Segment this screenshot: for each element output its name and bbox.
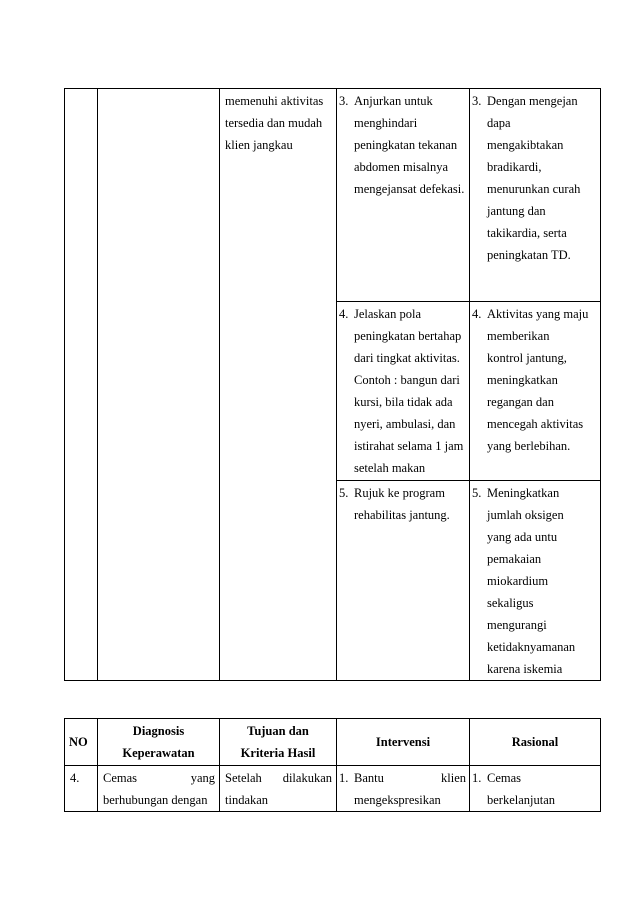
rasional-line: mengurangi <box>487 618 547 632</box>
no-cell <box>65 89 98 681</box>
intervensi-line: mengejansat defekasi. <box>354 182 465 196</box>
header-tujuan-line: Tujuan dan <box>247 724 309 738</box>
intervensi-line: Rujuk ke program <box>354 486 445 500</box>
intervensi-line: Jelaskan pola <box>354 307 421 321</box>
rasional-item-4 <box>470 302 600 457</box>
intervensi-cell <box>337 481 470 681</box>
rasional-line: peningkatan TD. <box>487 248 571 262</box>
intervensi-line: setelah makan <box>354 461 426 475</box>
row4-diagnosis-cell <box>98 766 220 812</box>
rasional-cell <box>470 302 601 481</box>
care-plan-table-continued <box>64 88 601 681</box>
rasional-line: berkelanjutan <box>487 793 556 807</box>
rasional-line: Dengan mengejan <box>487 94 578 108</box>
rasional-item-1 <box>470 766 600 811</box>
tujuan-line: memenuhi aktivitas <box>225 94 324 108</box>
header-no: NO <box>65 719 98 766</box>
rasional-line: bradikardi, <box>487 160 542 174</box>
header-rasional: Rasional <box>470 719 601 766</box>
intervensi-item-1 <box>337 766 469 811</box>
rasional-line: menurunkan curah <box>487 182 581 196</box>
rasional-line: dapa <box>487 116 511 130</box>
intervensi-line: peningkatan tekanan <box>354 138 458 152</box>
tujuan-line: tersedia dan mudah <box>225 116 323 130</box>
item-number: 3. <box>472 94 482 108</box>
row4-rasional-cell <box>470 766 601 812</box>
intervensi-line: Contoh : bangun dari <box>354 373 460 387</box>
rasional-line: yang berlebihan. <box>487 439 571 453</box>
rasional-line: memberikan <box>487 329 550 343</box>
tujuan-line: tindakan <box>225 793 269 807</box>
intervensi-line: dari tingkat aktivitas. <box>354 351 460 365</box>
item-number: 1. <box>339 771 349 785</box>
item-number: 4. <box>472 307 482 321</box>
tujuan-line: klien jangkau <box>225 138 293 152</box>
rasional-line: mengakibtakan <box>487 138 564 152</box>
intervensi-cell <box>337 89 470 302</box>
rasional-line: sekaligus <box>487 596 534 610</box>
intervensi-line: nyeri, ambulasi, dan <box>354 417 456 431</box>
rasional-line: pemakaian <box>487 552 542 566</box>
diagnosis-line: berhubungan dengan <box>103 793 208 807</box>
rasional-line: miokardium <box>487 574 549 588</box>
intervensi-line: istirahat selama 1 jam <box>354 439 464 453</box>
header-tujuan-line: Kriteria Hasil <box>240 746 316 760</box>
intervensi-line: abdomen misalnya <box>354 160 449 174</box>
header-diagnosis <box>98 719 220 766</box>
item-number: 5. <box>472 486 482 500</box>
rasional-line: yang ada untu <box>487 530 558 544</box>
row4-no-cell <box>65 766 98 812</box>
row4-intervensi-cell <box>337 766 470 812</box>
rasional-line: jantung dan <box>487 204 546 218</box>
care-plan-table <box>64 718 601 812</box>
rasional-line: meningkatkan <box>487 373 558 387</box>
intervensi-line: peningkatan bertahap <box>354 329 462 343</box>
item-number: 4. <box>339 307 349 321</box>
intervensi-item-4 <box>337 302 469 479</box>
header-diagnosis-line: Keperawatan <box>122 746 195 760</box>
rasional-cell <box>470 481 601 681</box>
intervensi-line: kursi, bila tidak ada <box>354 395 453 409</box>
row4-tujuan-cell <box>220 766 337 812</box>
rasional-line: kontrol jantung, <box>487 351 567 365</box>
item-number: 1. <box>472 771 482 785</box>
diagnosis-cell <box>98 89 220 681</box>
intervensi-line: rehabilitas jantung. <box>354 508 450 522</box>
tujuan-cell <box>220 89 337 681</box>
rasional-line: mencegah aktivitas <box>487 417 584 431</box>
rasional-item-5 <box>470 481 600 680</box>
rasional-cell <box>470 89 601 302</box>
rasional-line: takikardia, serta <box>487 226 567 240</box>
rasional-line: Meningkatkan <box>487 486 560 500</box>
item-number: 5. <box>339 486 349 500</box>
diagnosis-line: Cemas yang <box>103 771 215 785</box>
rasional-line: Cemas <box>487 771 522 785</box>
rasional-item-3 <box>470 89 600 266</box>
rasional-line: jumlah oksigen <box>487 508 564 522</box>
intervensi-item-5 <box>337 481 469 526</box>
rasional-line: regangan dan <box>487 395 554 409</box>
rasional-line: karena iskemia <box>487 662 563 676</box>
intervensi-line: mengekspresikan <box>354 793 441 807</box>
item-number: 3. <box>339 94 349 108</box>
header-diagnosis-line: Diagnosis <box>132 724 185 738</box>
intervensi-item-3 <box>337 89 469 200</box>
intervensi-line: Anjurkan untuk <box>354 94 433 108</box>
intervensi-line: menghindari <box>354 116 418 130</box>
header-intervensi: Intervensi <box>337 719 470 766</box>
intervensi-cell <box>337 302 470 481</box>
tujuan-line: Setelah dilakukan <box>225 771 332 785</box>
intervensi-line: Bantu klien <box>354 771 466 785</box>
row-number: 4. <box>70 771 80 785</box>
rasional-line: Aktivitas yang maju <box>487 307 589 321</box>
rasional-line: ketidaknyamanan <box>487 640 576 654</box>
header-tujuan <box>220 719 337 766</box>
